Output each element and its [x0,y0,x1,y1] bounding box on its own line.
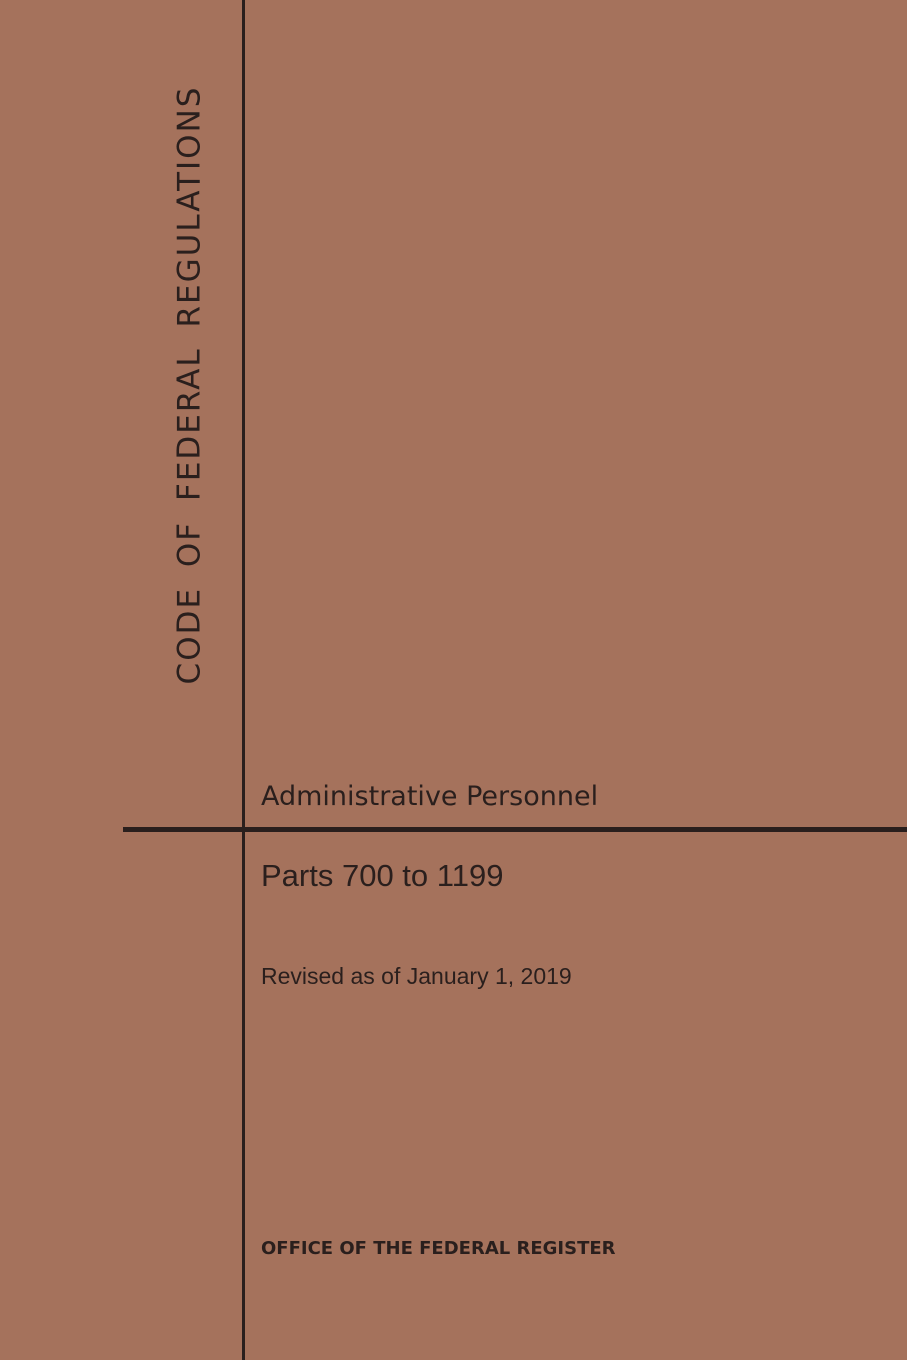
volume-subject: Administrative Personnel [261,781,599,812]
series-title: CODE OF FEDERAL REGULATIONS [171,85,208,685]
horizontal-rule [123,827,907,832]
vertical-rule [242,0,245,1360]
revision-date: Revised as of January 1, 2019 [261,963,572,989]
parts-range: Parts 700 to 1199 [261,858,504,893]
publisher-name: OFFICE OF THE FEDERAL REGISTER [261,1238,616,1259]
